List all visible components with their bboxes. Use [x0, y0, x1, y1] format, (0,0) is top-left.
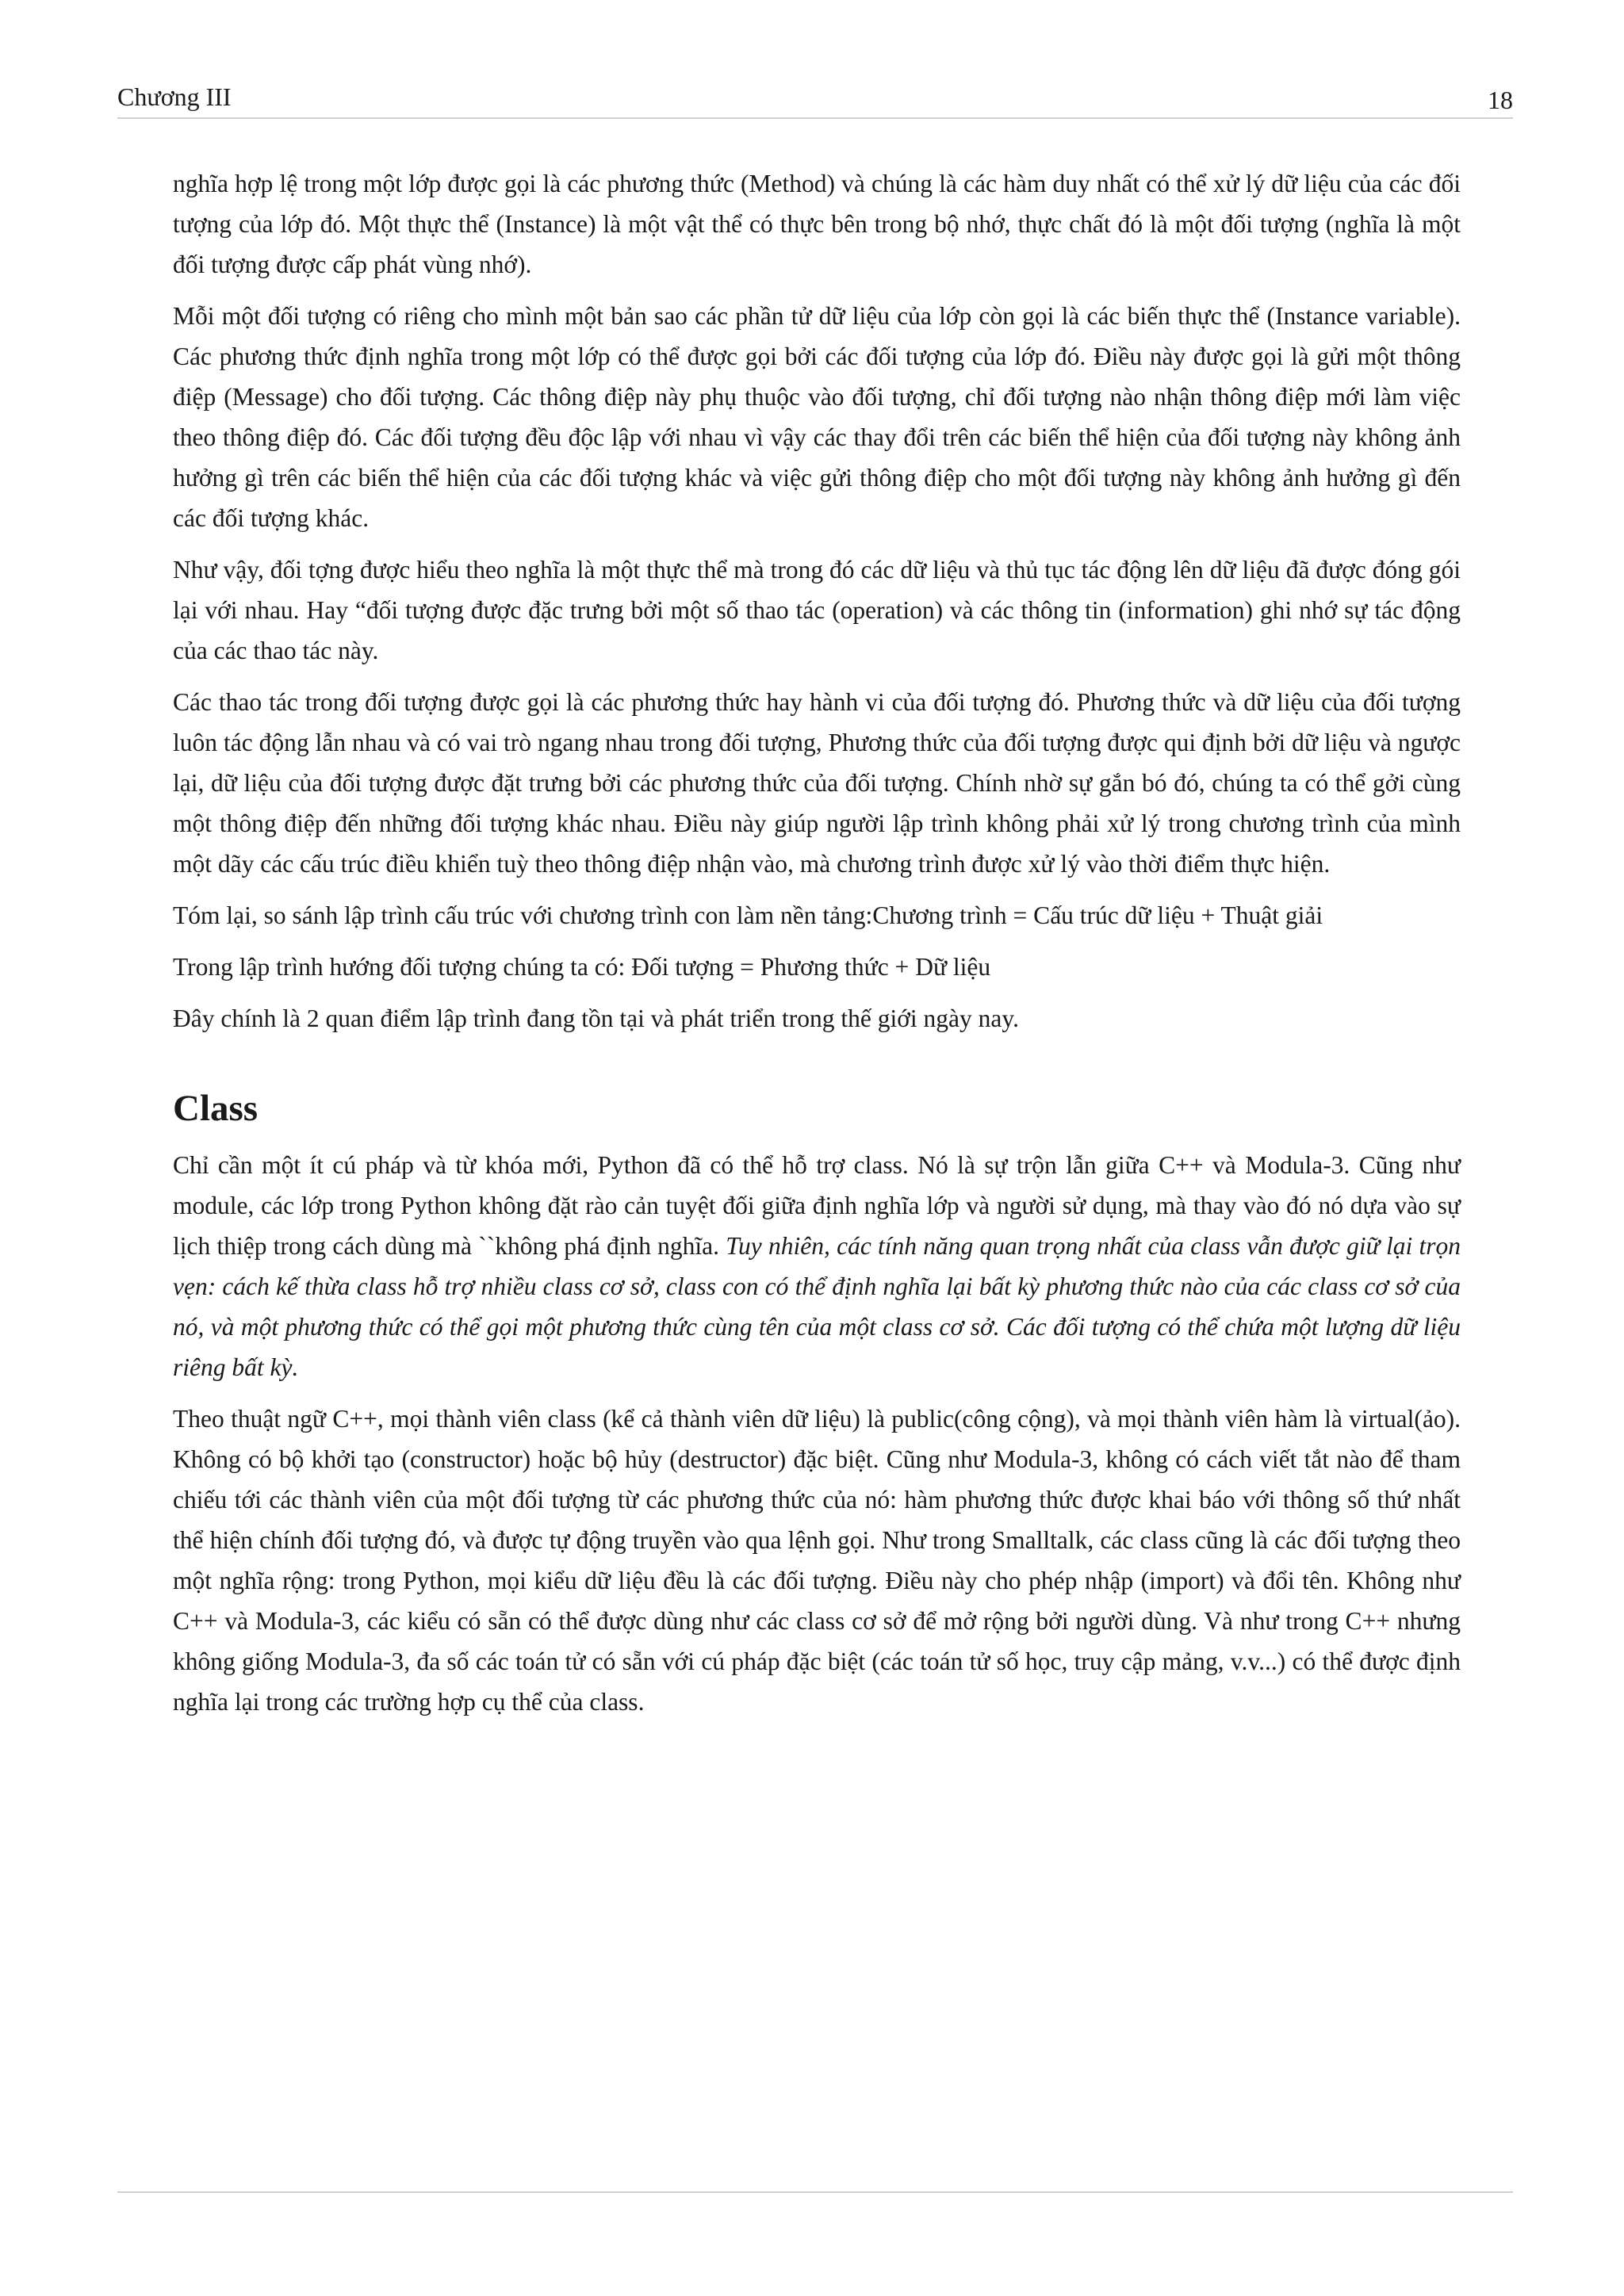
- footer-divider: [117, 2191, 1513, 2193]
- section-heading-class: Class: [173, 1088, 259, 1129]
- page-number: 18: [1488, 86, 1513, 114]
- paragraph-instance-variable: Mỗi một đối tượng có riêng cho mình một bản sao các phần tử dữ liệu của lớp còn gọi là các biến thực thể (Instance variable). Các phương thức định nghĩa trong một lớp có thể được gọi bởi các đối tượng của lớp đó. Điều này được gọi là gửi một thông điệp (Message) cho đối tượng. Các thông điệp này phụ thuộc vào đối tượng, chỉ đối tượng nào nhận thông điệp mới làm việc theo thông điệp đó. Các đối tượng đều độc lập với nhau vì vậy các thay đổi trên các biến thể hiện của đối tượng này không ảnh hưởng gì trên các biến thể hiện của các đối tượng khác và việc gửi thông điệp cho một đối tượng này không ảnh hưởng gì đến các đối tượng khác.: [173, 302, 1461, 532]
- page-header: [117, 79, 1513, 119]
- page-content: [173, 163, 1461, 1733]
- class-intro-italic: Tuy nhiên, các tính năng quan trọng nhất của class vẫn được giữ lại trọn vẹn: cách kế thừa class hỗ trợ nhiều class cơ sở, class con có thể định nghĩa lại bất kỳ phương thức nào của các class cơ sở của nó, và một phương thức có thể gọi một phương thức cùng tên của một class cơ sở. Các đối tượng có thể chứa một lượng dữ liệu riêng bất kỳ.: [173, 1232, 1461, 1381]
- paragraph-operations: Các thao tác trong đối tượng được gọi là các phương thức hay hành vi của đối tượng đó. Phương thức và dữ liệu của đối tượng luôn tác động lẫn nhau và có vai trò ngang nhau trong đối tượng, Phương thức của đối tượng được qui định bởi dữ liệu và ngược lại, dữ liệu của đối tượng được đặt trưng bởi các phương thức của đối tượng. Chính nhờ sự gắn bó đó, chúng ta có thể gởi cùng một thông điệp đến những đối tượng khác nhau. Điều này giúp người lập trình không phải xử lý trong chương trình của mình một dãy các cấu trúc điều khiển tuỳ theo thông điệp nhận vào, mà chương trình được xử lý vào thời điểm thực hiện.: [173, 688, 1461, 878]
- chapter-title: Chương III: [117, 82, 232, 111]
- paragraph-class-cpp-terms: Theo thuật ngữ C++, mọi thành viên class (kể cả thành viên dữ liệu) là public(công cộng), và mọi thành viên hàm là virtual(ảo). Không có bộ khởi tạo (constructor) hoặc bộ hủy (destructor) đặc biệt. Cũng như Modula-3, không có cách viết tắt nào để tham chiếu tới các thành viên của một đối tượng từ các phương thức của nó: hàm phương thức được khai báo với thông số thứ nhất thể hiện chính đối tượng đó, và được tự động truyền vào qua lệnh gọi. Như trong Smalltalk, các class cũng là các đối tượng theo một nghĩa rộng: trong Python, mọi kiểu dữ liệu đều là các đối tượng. Điều này cho phép nhập (import) và đổi tên. Không như C++ và Modula-3, các kiểu có sẵn có thể được dùng như các class cơ sở để mở rộng bởi người dùng. Và như trong C++ nhưng không giống Modula-3, đa số các toán tử có sẵn với cú pháp đặc biệt (các toán tử số học, truy cập mảng, v.v...) có thể được định nghĩa lại trong các trường hợp cụ thể của class.: [173, 1405, 1461, 1716]
- paragraph-class-intro: [173, 1145, 1461, 1387]
- class-intro-regular: Chỉ cần một ít cú pháp và từ khóa mới, Python đã có thể hỗ trợ class. Nó là sự trộn lẫn giữa C++ và Modula-3. Cũng như module, các lớp trong Python không đặt rào cản tuyệt đối giữa định nghĩa lớp và người sử dụng, mà thay vào đó nó dựa vào sự lịch thiệp trong cách dùng mà ``không phá định nghĩa.: [173, 1151, 1461, 1260]
- paragraph-conclusion: Đây chính là 2 quan điểm lập trình đang tồn tại và phát triển trong thế giới ngày nay.: [173, 1004, 1019, 1032]
- paragraph-method-instance: nghĩa hợp lệ trong một lớp được gọi là các phương thức (Method) và chúng là các hàm duy nhất có thể xử lý dữ liệu của các đối tượng của lớp đó. Một thực thể (Instance) là một vật thể có thực bên trong bộ nhớ, thực chất đó là một đối tượng (nghĩa là một đối tượng được cấp phát vùng nhớ).: [173, 170, 1461, 278]
- paragraph-summary-structured: Tóm lại, so sánh lập trình cấu trúc với chương trình con làm nền tảng:Chương trình = Cấu trúc dữ liệu + Thuật giải: [173, 901, 1323, 929]
- paragraph-summary-oop: Trong lập trình hướng đối tượng chúng ta có: Đối tượng = Phương thức + Dữ liệu: [173, 953, 991, 981]
- paragraph-object-definition: Như vậy, đối tợng được hiểu theo nghĩa là một thực thể mà trong đó các dữ liệu và thủ tục tác động lên dữ liệu đã được đóng gói lại với nhau. Hay “đối tượng được đặc trưng bởi một số thao tác (operation) và các thông tin (information) ghi nhớ sự tác động của các thao tác này.: [173, 556, 1461, 664]
